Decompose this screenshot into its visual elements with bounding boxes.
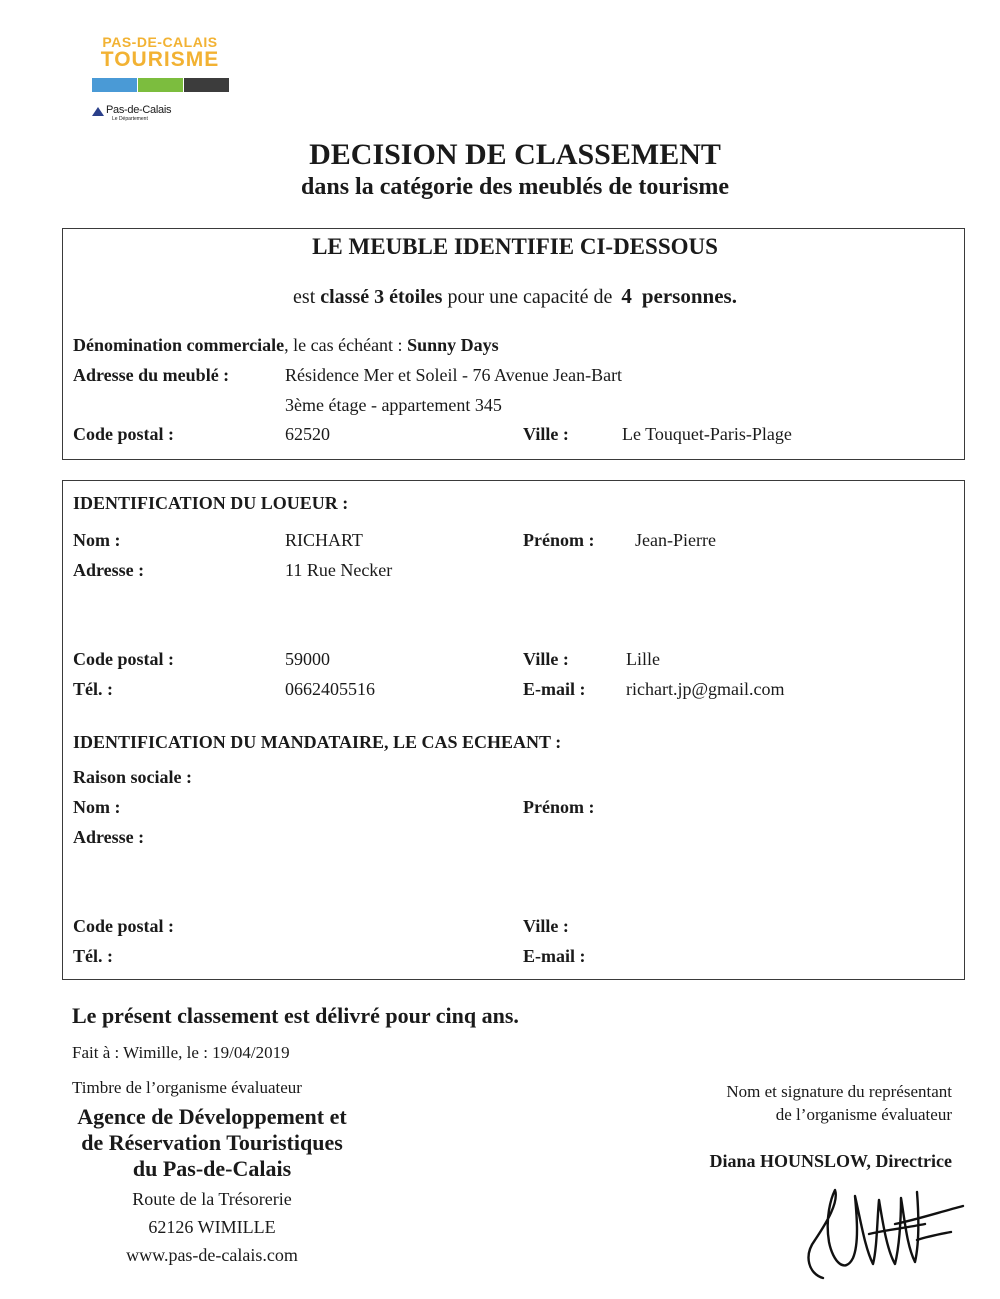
denomination-suffix: , le cas échéant : <box>284 335 403 355</box>
loueur-email-label: E-mail : <box>523 679 586 699</box>
capacity-value: 4 <box>621 284 632 308</box>
document-title: DECISION DE CLASSEMENT <box>309 138 721 171</box>
rep-label-line1: Nom et signature du représentant <box>726 1082 952 1101</box>
logo-line1: PAS-DE-CALAIS <box>102 34 218 50</box>
validity-statement: Le présent classement est délivré pour cinq ans. <box>72 1003 519 1028</box>
tourism-logo <box>90 34 235 122</box>
loueur-postal-label: Code postal : <box>73 649 175 669</box>
loueur-heading: IDENTIFICATION DU LOUEUR : <box>73 493 349 513</box>
class-prefix: est <box>293 286 316 308</box>
mandataire-company-label: Raison sociale : <box>73 767 192 787</box>
meuble-city-label: Ville : <box>523 424 569 444</box>
denomination-label: Dénomination commerciale <box>73 335 285 355</box>
handwritten-signature <box>795 1178 965 1288</box>
signer-name: Diana HOUNSLOW, Directrice <box>709 1151 952 1171</box>
loueur-firstname-value: Jean-Pierre <box>635 530 716 550</box>
denomination-value: Sunny Days <box>407 335 499 355</box>
department-sub: Le Département <box>112 116 148 122</box>
logo-color-bar-blue <box>92 78 137 92</box>
meuble-address-label: Adresse du meublé : <box>73 365 230 385</box>
department-name: Pas-de-Calais <box>106 104 172 116</box>
identification-section <box>62 480 965 980</box>
stamp-line6: www.pas-de-calais.com <box>126 1245 298 1265</box>
organization-stamp <box>57 1104 367 1182</box>
loueur-name-value: RICHART <box>285 530 363 550</box>
capacity-suffix: personnes. <box>641 284 737 308</box>
mandataire-firstname-label: Prénom : <box>523 797 595 817</box>
stamp-line1: Agence de Développement et <box>77 1104 347 1129</box>
mandataire-heading: IDENTIFICATION DU MANDATAIRE, LE CAS ECHEANT : <box>73 732 562 752</box>
logo-line2: TOURISME <box>100 48 220 71</box>
loueur-phone-value: 0662405516 <box>285 679 375 699</box>
stamp-line2: de Réservation Touristiques <box>81 1130 343 1155</box>
meuble-postal-value: 62520 <box>285 424 330 444</box>
loueur-firstname-label: Prénom : <box>523 530 595 550</box>
loueur-email-value: richart.jp@gmail.com <box>626 679 785 699</box>
mandataire-phone-label: Tél. : <box>73 946 113 966</box>
stamp-line3: du Pas-de-Calais <box>132 1156 292 1181</box>
loueur-address-value: 11 Rue Necker <box>285 560 393 580</box>
meuble-address-line2: 3ème étage - appartement 345 <box>285 395 502 415</box>
department-icon <box>92 107 104 116</box>
mandataire-address-label: Adresse : <box>73 827 145 847</box>
classification-line <box>0 284 1000 309</box>
done-at-date: Fait à : Wimille, le : 19/04/2019 <box>72 1043 290 1062</box>
loueur-city-label: Ville : <box>523 649 569 669</box>
meuble-address-line1: Résidence Mer et Soleil - 76 Avenue Jean-Bart <box>285 365 623 385</box>
capacity-prefix: pour une capacité de <box>447 286 613 308</box>
mandataire-name-label: Nom : <box>73 797 121 817</box>
mandataire-postal-label: Code postal : <box>73 916 175 936</box>
meuble-postal-label: Code postal : <box>73 424 175 444</box>
organization-stamp-address <box>57 1185 367 1269</box>
logo-color-bar-green <box>138 78 183 92</box>
stamp-label: Timbre de l’organisme évaluateur <box>72 1078 302 1097</box>
loueur-phone-label: Tél. : <box>73 679 113 699</box>
representative-label <box>640 1080 952 1126</box>
meuble-city-value: Le Touquet-Paris-Plage <box>622 424 792 444</box>
stamp-line5: 62126 WIMILLE <box>148 1217 276 1237</box>
loueur-address-label: Adresse : <box>73 560 145 580</box>
class-value: classé 3 étoiles <box>320 286 443 308</box>
loueur-postal-value: 59000 <box>285 649 330 669</box>
logo-color-bar-dark <box>184 78 229 92</box>
denomination-row <box>73 335 499 356</box>
document-subtitle: dans la catégorie des meublés de tourisme <box>301 174 729 200</box>
mandataire-city-label: Ville : <box>523 916 569 936</box>
stamp-line4: Route de la Trésorerie <box>132 1189 292 1209</box>
rep-label-line2: de l’organisme évaluateur <box>775 1105 952 1124</box>
meuble-heading: LE MEUBLE IDENTIFIE CI-DESSOUS <box>312 234 718 259</box>
mandataire-email-label: E-mail : <box>523 946 586 966</box>
loueur-name-label: Nom : <box>73 530 121 550</box>
loueur-city-value: Lille <box>626 649 660 669</box>
